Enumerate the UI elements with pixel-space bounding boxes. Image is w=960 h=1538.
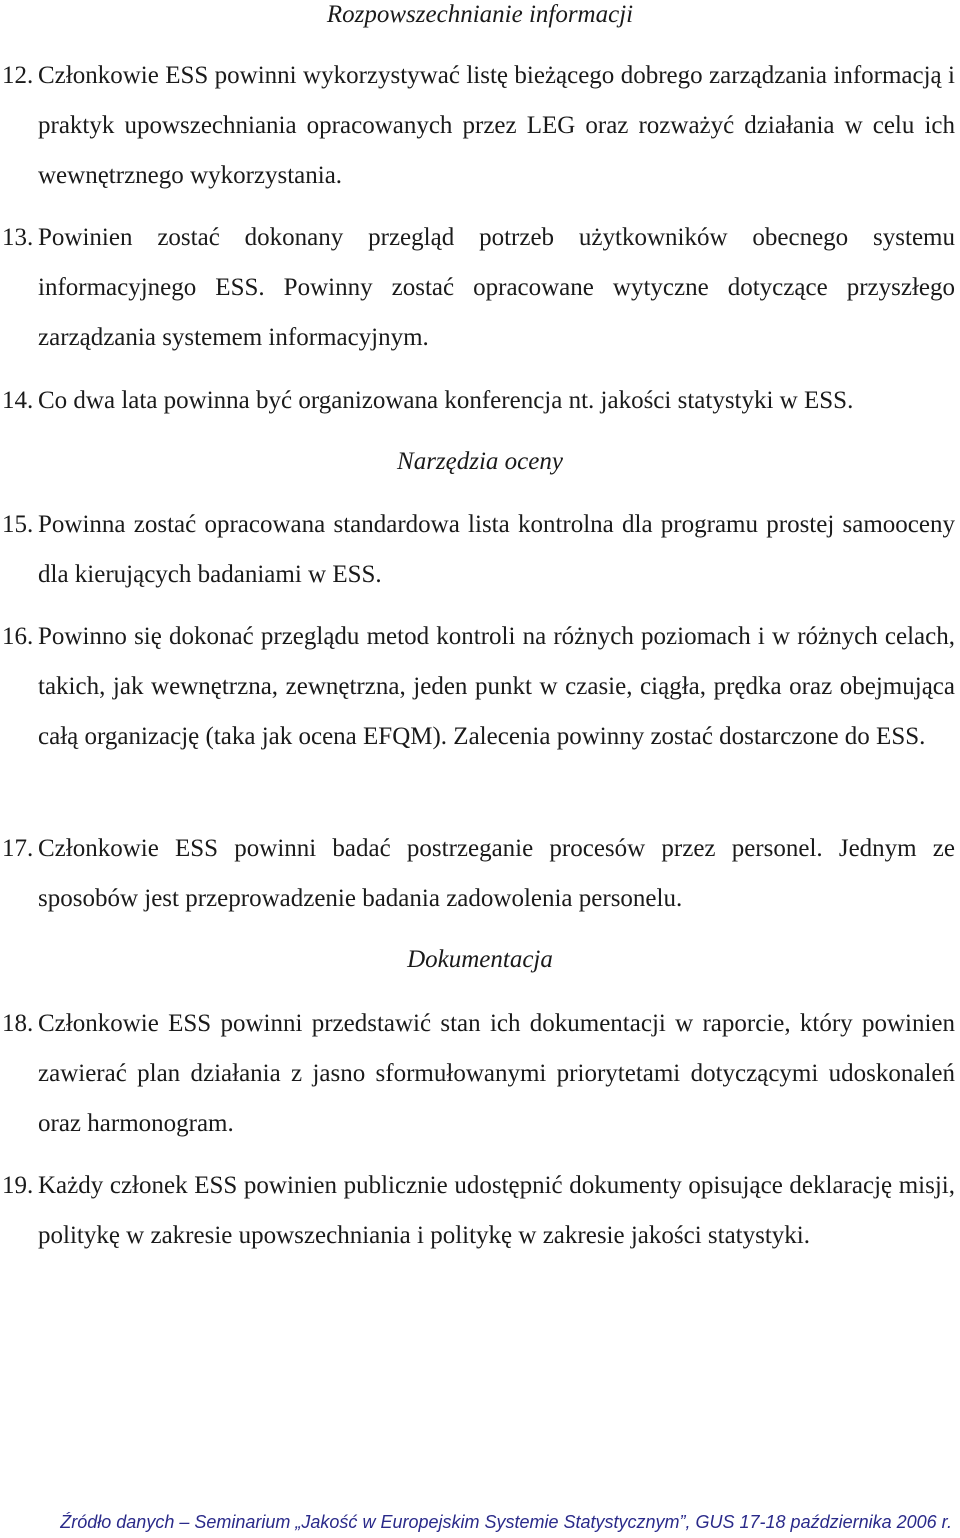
item-number: 18. [2,1010,34,1037]
footer-source: Seminarium „Jakość w Europejskim Systemie Statystycznym”, GUS 17-18 października 2006 r. [194,1512,952,1532]
item-text: Członkowie ESS powinni badać postrzeganie procesów przez personel. Jednym ze sposobów jest przeprowadzenie badania zadowolenia personelu. [38,835,955,912]
item-text: Powinien zostać dokonany przegląd potrzeb użytkowników obecnego systemu informacyjnego ESS. Powinny zostać opracowane wytyczne dotyczące przyszłego zarządzania systemem informacyjnym. [38,224,955,351]
item-number: 13. [2,224,34,251]
item-number: 17. [2,835,34,862]
item-number: 12. [2,62,34,89]
section-heading-assessment-tools: Narzędzia oceny [397,448,563,475]
item-number: 16. [2,623,34,650]
item-number: 14. [2,387,34,414]
item-text: Powinno się dokonać przeglądu metod kontroli na różnych poziomach i w różnych celach, takich, jak wewnętrzna, zewnętrzna, jeden punkt w czasie, ciągła, prędka oraz obejmująca całą organizację (taka jak ocena EFQM). Zalecenia powinny zostać dostarczone do ESS. [38,623,955,750]
item-text: Członkowie ESS powinni przedstawić stan ich dokumentacji w raporcie, który powinien zawierać plan działania z jasno sformułowanymi priorytetami dotyczącymi udoskonaleń oraz harmonogram. [38,1010,955,1137]
footer-label: Źródło danych [60,1512,175,1532]
footer-dash: – [179,1512,190,1532]
item-text: Członkowie ESS powinni wykorzystywać listę bieżącego dobrego zarządzania informacją i praktyk upowszechniania opracowanych przez LEG oraz rozważyć działania w celu ich wewnętrznego wykorzystania. [38,62,955,189]
item-number: 19. [2,1172,34,1199]
section-heading-documentation: Dokumentacja [407,946,553,973]
item-text: Powinna zostać opracowana standardowa lista kontrolna dla programu prostej samooceny dla kierujących badaniami w ESS. [38,511,955,588]
section-heading-dissemination: Rozpowszechnianie informacji [326,1,634,28]
item-text: Każdy członek ESS powinien publicznie udostępnić dokumenty opisujące deklarację misji, politykę w zakresie upowszechniania i politykę w zakresie jakości statystyki. [38,1172,955,1249]
item-number: 15. [2,511,34,538]
item-text: Co dwa lata powinna być organizowana konferencja nt. jakości statystyki w ESS. [38,387,854,414]
source-footer [0,1510,952,1534]
